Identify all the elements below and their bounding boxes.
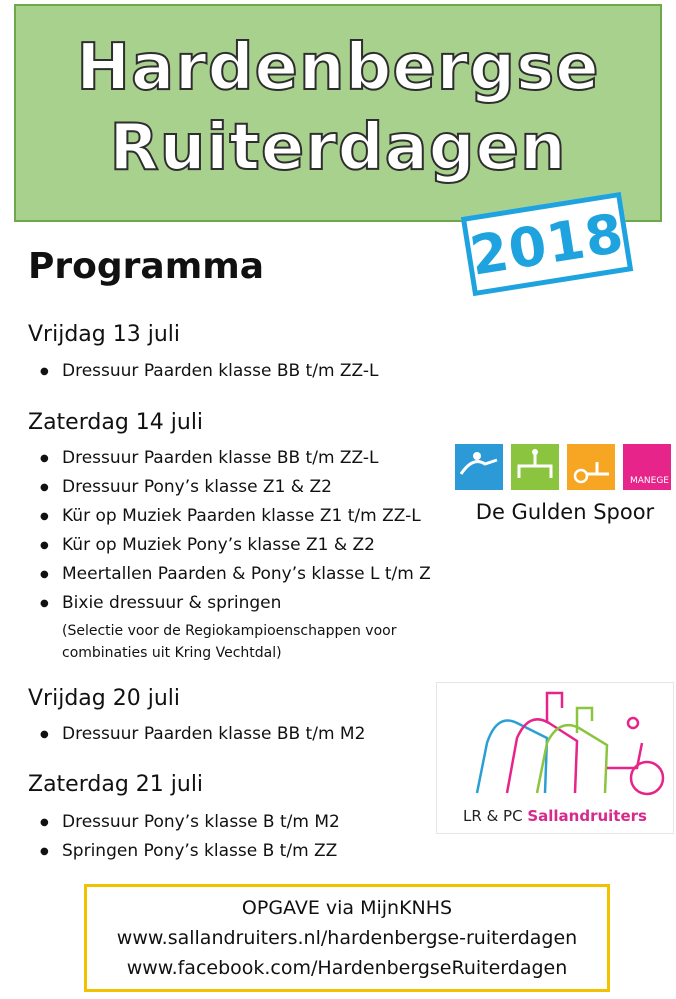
list-item: ● Dressuur Paarden klasse BB t/m ZZ-L — [38, 444, 442, 473]
manege-label: MANEGE — [629, 476, 669, 486]
list-item: ● Dressuur Pony’s klasse Z1 & Z2 — [38, 473, 442, 502]
footer-box — [84, 884, 610, 992]
sallandruiters-logo — [436, 682, 674, 834]
sallandruiters-prefix: LR & PC — [463, 807, 523, 825]
selection-note: (Selectie voor de Regiokampioenschappen voor combinaties uit Kring Vechtdal) — [62, 623, 397, 661]
sallandruiters-name — [441, 807, 669, 825]
day-heading-zaterdag-14: Zaterdag 14 juli — [28, 410, 204, 435]
year-text: 2018 — [465, 200, 629, 288]
banner-title-line2: Ruiterdagen — [109, 111, 567, 185]
list-item: ● Meertallen Paarden & Pony’s klasse L t/m Z — [38, 560, 442, 589]
day-heading-zaterdag-21: Zaterdag 21 juli — [28, 772, 204, 797]
banner-title-line1: Hardenbergse — [76, 31, 600, 105]
sallandruiters-word: Sallandruiters — [527, 807, 647, 825]
list-item: ● Dressuur Paarden klasse BB t/m M2 — [38, 720, 365, 749]
rider-tile-icon — [455, 444, 503, 490]
carriage-tile-icon — [567, 444, 615, 490]
day-list-vrijdag-13 — [38, 357, 379, 386]
manege-tile — [623, 444, 671, 490]
gulden-spoor-name: De Gulden Spoor — [475, 500, 655, 524]
horses-illustration-icon — [437, 683, 673, 807]
day-heading-vrijdag-13: Vrijdag 13 juli — [28, 322, 180, 347]
list-item: ● Kür op Muziek Pony’s klasse Z1 & Z2 — [38, 531, 442, 560]
day-list-zaterdag-21 — [38, 808, 340, 866]
footer-website-link[interactable]: www.sallandruiters.nl/hardenbergse-ruiterdagen — [116, 927, 578, 949]
day-list-vrijdag-20 — [38, 720, 365, 749]
footer-facebook-link[interactable]: www.facebook.com/HardenbergseRuiterdagen — [126, 957, 568, 979]
day-heading-vrijdag-20: Vrijdag 20 juli — [28, 686, 180, 711]
list-item: ● Dressuur Pony’s klasse B t/m M2 — [38, 808, 340, 837]
list-item: ● Dressuur Paarden klasse BB t/m ZZ-L — [38, 357, 379, 386]
footer-opgave: OPGAVE via MijnKNHS — [241, 897, 453, 919]
title-banner — [14, 4, 662, 222]
gulden-spoor-logo — [455, 444, 675, 530]
list-item — [38, 589, 442, 664]
programma-heading: Programma — [28, 246, 265, 287]
list-item-label: Bixie dressuur & springen — [62, 593, 282, 613]
day-list-zaterdag-14 — [38, 444, 442, 664]
list-item: ● Kür op Muziek Paarden klasse Z1 t/m ZZ-L — [38, 502, 442, 531]
horse-tile-icon — [511, 444, 559, 490]
list-item: ● Springen Pony’s klasse B t/m ZZ — [38, 837, 340, 866]
